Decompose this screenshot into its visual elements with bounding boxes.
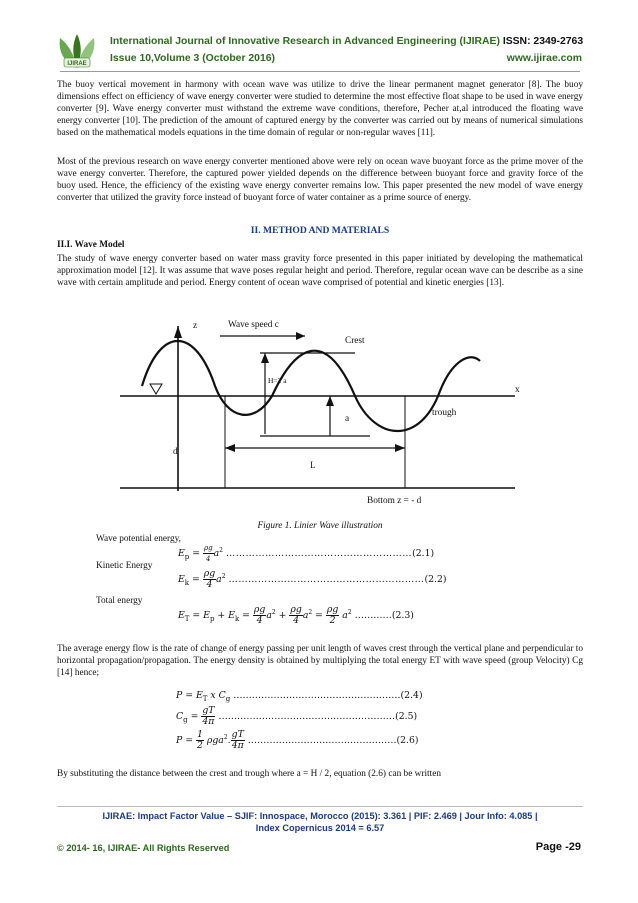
eq-number-2-3: (2.3) [391,610,414,621]
label-z: z [193,321,198,331]
label-trough: trough [432,408,457,418]
journal-title-line [110,36,583,47]
potential-energy-label: Wave potential energy, [96,534,181,544]
journal-logo [52,32,102,72]
footer-impact: IJIRAE: Impact Factor Value – SJIF: Innospace, Morocco (2015): 3.361 | PIF: 2.469 | Jour Info: 4.085 | [102,811,538,821]
footer-divider [57,806,583,807]
section-title: II. METHOD AND MATERIALS [250,225,390,236]
issn: ISSN: 2349-2763 [502,36,584,47]
footer-copyright: © 2014- 16, IJIRAE- All Rights Reserved [57,843,230,853]
label-bottom: Bottom z = - d [367,496,422,506]
paragraph-4: The average energy flow is the rate of change of energy passing per unit length of waves crest through the vertical plane and perpendicular to horizontal propagation/propagation. The energy density is obtained by multiplying the total energy ET with wave speed (group Velocity) Cg [14] hence; [57,644,583,679]
paragraph-3: The study of wave energy converter based on water mass gravity force presented in this paper initiated by developing the mathematical approximation model [12]. It was assume that wave poses regular height and period. Therefore, regular ocean wave can be describe as a sine wave with certain amplitude and period. Energy content of ocean wave comprised of potential and kinetic energies [13]. [57,254,583,289]
label-crest: Crest [345,336,365,346]
equation-2-6: P = $\frac{1}{2}$ ρga$^2$. $\frac{gT}{4\pi}$ …………………………………………(2.6) [176,729,419,751]
journal-title: International Journal of Innovative Research in Advanced Engineering (IJIRAE) [110,36,500,47]
page-header [52,32,582,72]
equation-2-2: $E_k$ = $\frac{\rho g}{4}$ $a^2$ ……………………………………………………(2.2) [178,568,447,590]
wave-diagram [120,316,540,516]
label-L: L [310,461,316,471]
paragraph-5: By substituting the distance between the crest and trough where a = H / 2, equation (2.6) can be written [57,769,441,779]
eq-number-2-4: (2.4) [400,690,423,701]
subsection-title: II.I. Wave Model [57,240,125,250]
svg-text:IJIRAE: IJIRAE [67,61,87,67]
eq-number-2-1: (2.1) [412,548,435,559]
label-wave-speed: Wave speed c [228,320,279,330]
kinetic-energy-label: Kinetic Energy [96,561,153,571]
label-x: x [515,385,520,395]
equation-2-1: $E_p$ = $\frac{\rho g}{4}$ $a^2$ …………………………………………………(2.1) [178,544,435,563]
equation-2-3: $E_T = E_p + E_k$ = $\frac{\rho g}{4}$ $a^2$ + $\frac{\rho g}{4}$ $a^2$ = $\frac{\rho g}{2}$ $a^2$ …………(2.3) [178,604,414,626]
issue-info: Issue 10,Volume 3 (October 2016) [110,53,275,64]
label-d: d [173,447,178,457]
equation-2-5: $C_g$ = $\frac{gT}{4\pi}$ …………………………………………………(2.5) [176,705,418,727]
header-divider [60,71,580,72]
total-energy-label: Total energy [96,596,143,606]
eq-number-2-2: (2.2) [424,574,447,585]
label-h: H=2 a [268,376,287,385]
footer-index: Index Copernicus 2014 = 6.57 [255,823,385,833]
equation-2-4: $P = E_T$ x $C_g$ ………………………………………………(2.4) [176,690,423,703]
journal-website-link[interactable]: www.ijirae.com [506,53,582,64]
paragraph-2: Most of the previous research on wave energy converter mentioned above were rely on ocean wave buoyant force as the prime mover of the wave energy converter. Therefore, the captured power yielded depends on the difference between buoyant force and gravity force of the buoy used. Hence, the efficiency of the existing wave energy converter remains low. This paper presented the new model of wave energy converter that utilized the gravity force instead of buoyant force of water container as a prime source of energy. [57,157,583,204]
figure-caption: Figure 1. Linier Wave illustration [257,521,383,531]
page-number: Page -29 [535,841,581,853]
paragraph-1: The buoy vertical movement in harmony with ocean wave was utilize to drive the linear permanent magnet generator [8]. The buoy dimensions effect on efficiency of wave energy converter were studied to determine the most effective float shape to be used in wave energy converter [9]. Wave energy converter must withstand the extreme wave conditions, therefore, Pecher at,al introduced the floating wave energy converter [10]. The prediction of the amount of captured energy by the converter was carried out by means of numerical simulations based on the mathematical models equations in the time domain of regular or non-regular waves [11]. [57,80,583,139]
eq-number-2-5: (2.5) [395,711,418,722]
eq-number-2-6: (2.6) [396,735,419,746]
label-a: a [345,414,350,424]
